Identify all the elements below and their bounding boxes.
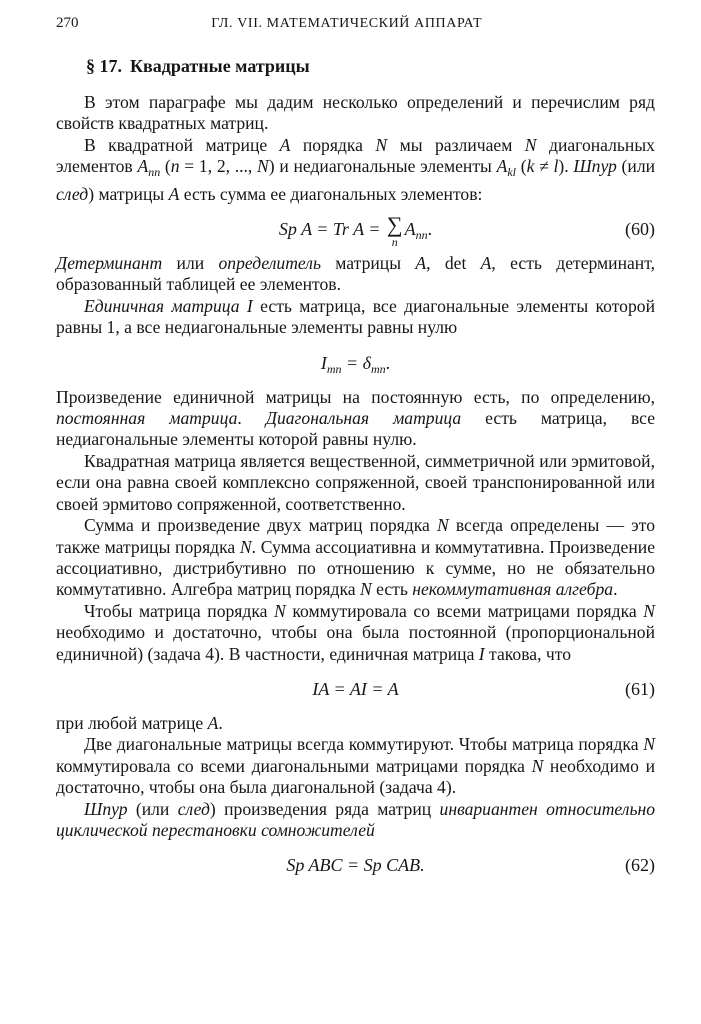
term-diag-matrix: Диагональная матрица xyxy=(265,408,462,429)
term-spur: Шпур xyxy=(573,156,617,177)
paragraph-diagonal: В квадратной матрице A порядка N мы различаем N диагональных элементов $A_{nn}$ (n = 1, 2, ..., N) и недиагональные элементы $A_{kl}$ (k ≠ l). Шпур (или след) матрицы A есть сумма ее диагональных элементов: xyxy=(56,134,656,204)
formula-62: Sp ABC = Sp CAB. (62) xyxy=(56,845,655,885)
paragraph-commute: Чтобы матрица порядка N коммутировала со всеми матрицами порядка N необходимо и достаточно, чтобы она была постоянной (пропорциональной единичной) (задача 4). В частности, единичная матрица I такова, что xyxy=(56,600,655,664)
equation-number-60: (60) xyxy=(625,219,655,240)
paragraph-product: Произведение единичной матрицы на постоянную есть, по определению, постоянная матрица. Диагональная матрица есть матрица, все недиагональные элементы которой равны нулю. xyxy=(56,386,655,450)
term-noncommutative: некоммутативная алгебра xyxy=(412,579,614,600)
paragraph-trace: Шпур (или след) произведения ряда матриц инвариантен относительно циклической перестановки сомножителей xyxy=(56,798,656,840)
term-sled-2: след xyxy=(177,798,210,819)
section-title: Квадратные матрицы xyxy=(130,56,310,76)
page-number: 270 xyxy=(56,15,79,31)
term-determinant: Детерминант xyxy=(56,253,163,274)
term-const-matrix: постоянная матрица xyxy=(56,408,238,429)
paragraph-sum: Сумма и произведение двух матриц порядка N всегда определены — это также матрицы порядка N. Сумма ассоциативна и коммутативна. Произведение ассоциативно, дистрибутивно по отношению к сумме, но не обязательно коммутативно. Алгебра матриц порядка N есть некоммутативная алгебра. xyxy=(56,515,656,600)
paragraph-any-matrix: при любой матрице A. xyxy=(56,712,223,733)
chapter-title: ГЛ. VII. МАТЕМАТИЧЕСКИЙ АППАРАТ xyxy=(211,16,483,31)
equation-number-62: (62) xyxy=(625,855,655,876)
term-opredelitel: определитель xyxy=(218,253,321,274)
section-heading xyxy=(86,55,655,77)
sum-operator: ∑ n xyxy=(386,211,403,249)
paragraph-real: Квадратная матрица является вещественной, симметричной или эрмитовой, если она равна своей комплексно сопряженной, своей транспонированной или своей эрмитово сопряженной, соответственно. xyxy=(56,450,655,514)
equation-number-61: (61) xyxy=(625,678,655,699)
formula-60: Sp A = Tr A = ∑ n $A_{nn}$. (60) xyxy=(56,209,655,249)
formula-unit: $I_{mn} = \delta_{mn}$. xyxy=(320,352,391,376)
term-invariant: инвариантен относительно циклической перестановки сомножителей xyxy=(56,798,656,840)
running-head xyxy=(56,14,655,33)
term-spur-2: Шпур xyxy=(84,798,128,819)
formula-60-lhs: Sp A = Tr A = xyxy=(278,219,385,240)
term-sled: след xyxy=(56,183,89,204)
paragraph-determinant: Детерминант или определитель матрицы A, det A, есть детерминант, образованный таблицей ее элементов. xyxy=(56,253,655,295)
paragraph-intro: В этом параграфе мы дадим несколько определений и перечислим ряд свойств квадратных матриц. xyxy=(56,92,655,134)
section-number: § 17. xyxy=(86,56,122,76)
paragraph-unit-matrix: Единичная матрица I есть матрица, все диагональные элементы которой равны 1, а все недиагональные элементы равны нулю xyxy=(56,295,655,338)
term-unit-matrix: Единичная матрица xyxy=(84,295,240,316)
paragraph-two-diagonal: Две диагональные матрицы всегда коммутируют. Чтобы матрица порядка N коммутировала со всеми диагональными матрицами порядка N необходимо и достаточно, чтобы она была диагональной (задача 4). xyxy=(56,734,655,798)
formula-61: IA = AI = A (61) xyxy=(56,669,655,709)
